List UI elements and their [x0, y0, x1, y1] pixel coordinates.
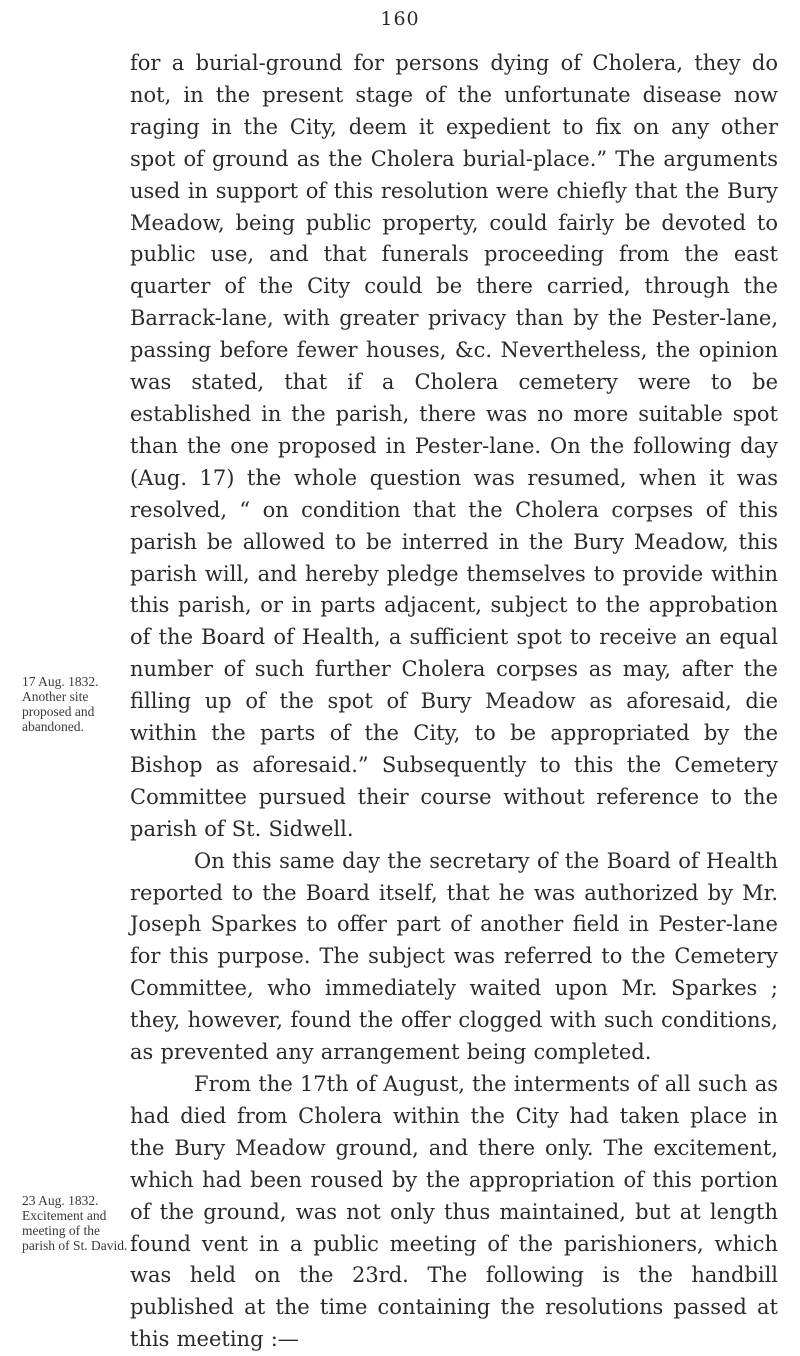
- sidenote-another-site: [22, 674, 132, 734]
- sidenote-date: 17 Aug. 1832.: [22, 674, 99, 689]
- page-number: 160: [380, 8, 420, 30]
- sidenote-excitement: [22, 1193, 132, 1253]
- paragraph-1: for a burial-ground for persons dying of Cholera, they do not, in the present stage of the unfortunate disease now raging in the City, deem it expedient to fix on any other spot of ground as the Cholera burial-place.” The arguments used in support of this resolution were chiefly that the Bury Meadow, being public property, could fairly be devoted to public use, and that funerals proceeding from the east quarter of the City could be there carried, through the Barrack-lane, with greater privacy than by the Pester-lane, passing before fewer houses, &c. Nevertheless, the opinion was stated, that if a Cholera cemetery were to be established in the parish, there was no more suitable spot than the one proposed in Pester-lane. On the following day (Aug. 17) the whole question was resumed, when it was resolved, “ on condition that the Cholera corpses of this parish be allowed to be interred in the Bury Meadow, this parish will, and hereby pledge themselves to provide within this parish, or in parts adjacent, subject to the approbation of the Board of Health, a sufficient spot to receive an equal number of such further Cholera corpses as may, after the filling up of the spot of Bury Meadow as aforesaid, die within the parts of the City, to be appropriated by the Bishop as aforesaid.” Subsequently to this the Cemetery Committee pursued their course without reference to the parish of St. Sidwell.: [130, 51, 778, 841]
- sidenote-text: Excitement and meeting of the parish of St. David.: [22, 1208, 128, 1253]
- body-text: [130, 48, 778, 1356]
- paragraph-2: On this same day the secretary of the Board of Health reported to the Board itself, that he was authorized by Mr. Joseph Sparkes to offer part of another field in Pester-lane for this purpose. The subject was referred to the Cemetery Committee, who immediately waited upon Mr. Sparkes ; they, however, found the offer clogged with such conditions, as prevented any arrangement being completed.: [130, 848, 778, 1065]
- paragraph-3: From the 17th of August, the interments of all such as had died from Cholera within the City had taken place in the Bury Meadow ground, and there only. The excitement, which had been roused by the appropriation of this portion of the ground, was not only thus maintained, but at length found vent in a public meeting of the parishioners, which was held on the 23rd. The following is the handbill published at the time containing the resolutions passed at this meeting :—: [130, 1072, 778, 1352]
- sidenote-text: Another site proposed and abandoned.: [22, 689, 95, 734]
- sidenote-date: 23 Aug. 1832.: [22, 1193, 99, 1208]
